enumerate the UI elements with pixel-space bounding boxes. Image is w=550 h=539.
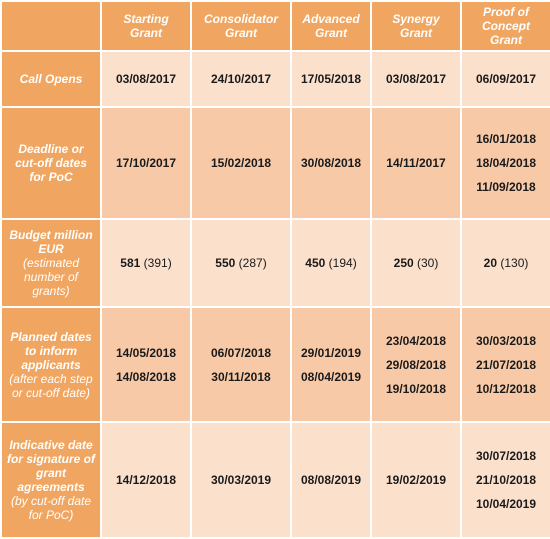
- date-value: 30/08/2018: [300, 156, 362, 170]
- cell-deadline-poc: [461, 107, 550, 219]
- cell-planned-starting: [101, 307, 191, 422]
- col-header-line: Starting: [123, 12, 169, 26]
- row-header-planned: [1, 307, 101, 422]
- row-header-line: EUR: [38, 242, 64, 256]
- cell-deadline-starting: [101, 107, 191, 219]
- col-header-line: Consolidator: [204, 12, 278, 26]
- row-header-call-opens: Call Opens: [1, 51, 101, 107]
- date-value: 29/08/2018: [385, 357, 447, 372]
- grant-estimate: (130): [500, 256, 529, 270]
- col-header-line: Grant: [489, 33, 522, 47]
- row-header-line: agreements: [17, 480, 85, 494]
- row-header-line: Planned dates: [10, 329, 92, 344]
- row-header-deadline: [1, 107, 101, 219]
- cell-budget-advanced: [291, 219, 371, 307]
- cell-call-opens-synergy: 03/08/2017: [371, 51, 461, 107]
- date-value: 21/07/2018: [475, 357, 537, 372]
- col-header-line: Proof of: [483, 5, 529, 19]
- row-header-sub: (estimated: [22, 256, 80, 270]
- budget-value: 581: [120, 256, 141, 270]
- date-value: 14/11/2017: [386, 156, 446, 170]
- budget-value: 550: [215, 256, 236, 270]
- date-value: 14/05/2018: [115, 345, 177, 360]
- cell-planned-consolidator: [191, 307, 291, 422]
- date-value: 21/10/2018: [475, 473, 537, 487]
- grant-estimate: (391): [143, 256, 172, 270]
- header-row: [1, 1, 550, 51]
- cell-planned-poc: [461, 307, 550, 422]
- budget-value: 450: [305, 256, 326, 270]
- date-value: 30/03/2019: [210, 473, 272, 487]
- date-value: 30/11/2018: [211, 369, 271, 384]
- col-header-advanced: [291, 1, 371, 51]
- col-header-line: Synergy: [392, 12, 440, 26]
- cell-call-opens-advanced: 17/05/2018: [291, 51, 371, 107]
- date-value: 06/07/2018: [210, 345, 272, 360]
- row-header-indicative: [1, 422, 101, 538]
- date-value: 08/04/2019: [300, 369, 362, 384]
- date-value: 19/10/2018: [385, 381, 447, 396]
- row-header-line: Budget million: [9, 228, 93, 242]
- row-planned: [1, 307, 550, 422]
- date-value: 19/02/2019: [385, 473, 447, 487]
- date-value: 29/01/2019: [300, 345, 362, 360]
- date-value: 14/08/2018: [115, 369, 177, 384]
- grant-estimate: (30): [417, 256, 439, 270]
- row-header-budget: [1, 219, 101, 307]
- date-value: 17/10/2017: [115, 156, 177, 170]
- col-header-consolidator: [191, 1, 291, 51]
- cell-budget-starting: [101, 219, 191, 307]
- grant-estimate: (287): [238, 256, 267, 270]
- date-value: 23/04/2018: [385, 333, 447, 348]
- cell-indicative-starting: [101, 422, 191, 538]
- date-value: 16/01/2018: [475, 132, 537, 146]
- row-header-sub: or cut-off date): [11, 385, 91, 400]
- col-header-line: Concept: [482, 19, 530, 33]
- col-header-line: Grant: [129, 26, 162, 40]
- col-header-poc: [461, 1, 550, 51]
- col-header-starting: [101, 1, 191, 51]
- cell-indicative-advanced: [291, 422, 371, 538]
- cell-budget-synergy: [371, 219, 461, 307]
- cell-indicative-consolidator: [191, 422, 291, 538]
- col-header-line: Grant: [224, 26, 257, 40]
- cell-call-opens-consolidator: 24/10/2017: [191, 51, 291, 107]
- row-header-line: for PoC: [29, 170, 73, 184]
- row-header-line: Deadline or: [18, 142, 84, 156]
- row-header-line: to inform: [25, 343, 77, 358]
- row-header-line: cut-off dates: [15, 156, 87, 170]
- row-header-line: Indicative date: [9, 438, 93, 452]
- date-value: 18/04/2018: [475, 156, 537, 170]
- cell-indicative-synergy: [371, 422, 461, 538]
- row-header-sub: (by cut-off date: [10, 494, 92, 508]
- corner-cell: [1, 1, 101, 51]
- cell-deadline-consolidator: [191, 107, 291, 219]
- row-header-sub: (after each step: [9, 371, 93, 386]
- col-header-line: Grant: [314, 26, 347, 40]
- date-value: 30/03/2018: [475, 333, 537, 348]
- row-budget: [1, 219, 550, 307]
- date-value: 10/12/2018: [475, 381, 537, 396]
- date-value: 30/07/2018: [475, 449, 537, 463]
- cell-call-opens-starting: 03/08/2017: [101, 51, 191, 107]
- date-value: 08/08/2019: [300, 473, 362, 487]
- col-header-line: Advanced: [302, 12, 360, 26]
- row-call-opens: [1, 51, 550, 107]
- col-header-synergy: [371, 1, 461, 51]
- cell-planned-synergy: [371, 307, 461, 422]
- cell-indicative-poc: [461, 422, 550, 538]
- row-header-line: for signature of: [6, 452, 95, 466]
- date-value: 10/04/2019: [475, 497, 537, 511]
- row-indicative: [1, 422, 550, 538]
- cell-deadline-advanced: [291, 107, 371, 219]
- row-header-sub: for PoC): [28, 508, 74, 522]
- date-value: 14/12/2018: [115, 473, 177, 487]
- cell-call-opens-poc: 06/09/2017: [461, 51, 550, 107]
- row-header-sub: grants): [32, 284, 70, 298]
- budget-value: 20: [483, 256, 497, 270]
- col-header-line: Grant: [399, 26, 432, 40]
- cell-budget-poc: [461, 219, 550, 307]
- row-header-line: applicants: [21, 357, 81, 372]
- row-header-sub: number of: [23, 270, 79, 284]
- date-value: 11/09/2018: [476, 180, 536, 194]
- row-deadline: [1, 107, 550, 219]
- cell-deadline-synergy: [371, 107, 461, 219]
- cell-budget-consolidator: [191, 219, 291, 307]
- budget-value: 250: [393, 256, 414, 270]
- cell-planned-advanced: [291, 307, 371, 422]
- row-header-line: grant: [36, 466, 66, 480]
- grant-estimate: (194): [328, 256, 357, 270]
- date-value: 15/02/2018: [210, 156, 272, 170]
